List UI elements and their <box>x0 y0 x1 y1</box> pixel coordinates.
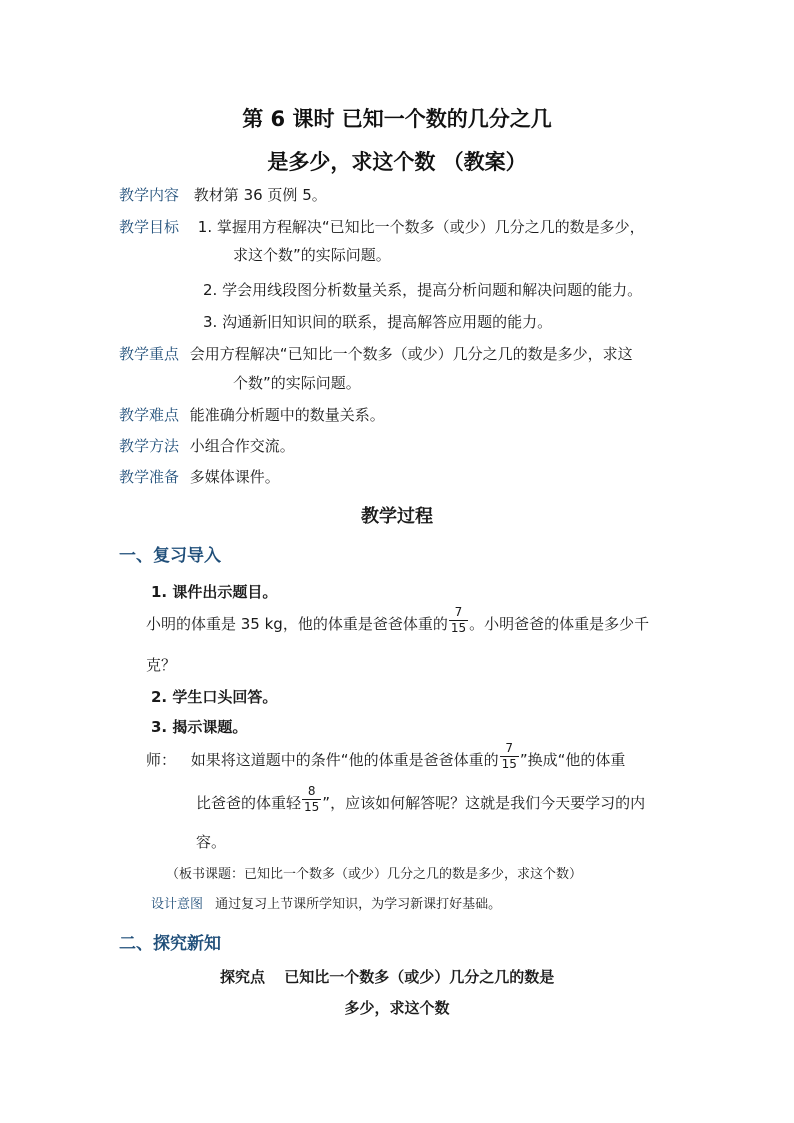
fraction-8-15 <box>302 785 321 814</box>
fraction-7-15 <box>449 606 468 635</box>
fraction-numerator: 8 <box>302 785 321 800</box>
key-line-1: 会用方程解决“已知比一个数多（或少）几分之几的数是多少，求这 <box>189 345 633 363</box>
method-label: 教学方法 <box>119 437 180 455</box>
explore-row <box>220 966 554 987</box>
fraction-denominator: 15 <box>501 757 517 771</box>
key-label: 教学重点 <box>119 345 180 363</box>
design-intent-label: 设计意图 <box>151 897 204 912</box>
explore-line-2: 多少，求这个数 <box>344 999 450 1017</box>
teacher-line-3: 容。 <box>196 833 227 851</box>
step-3: 3. 揭示课题。 <box>151 718 248 736</box>
teacher-text-3: 比爸爸的体重轻 <box>196 794 302 812</box>
method-text: 小组合作交流。 <box>189 437 295 455</box>
fraction-numerator: 7 <box>449 606 468 621</box>
content-text: 教材第 36 页例 5。 <box>193 186 327 204</box>
method-row <box>119 435 295 456</box>
teacher-label: 师： <box>146 751 177 769</box>
page-title-line-2: 是多少，求这个数 （教案） <box>267 150 527 174</box>
key-line-2: 个数”的实际问题。 <box>233 374 361 392</box>
page-title-line-1: 第 6 课时 已知一个数的几分之几 <box>242 107 552 131</box>
fraction-numerator: 7 <box>500 742 519 757</box>
goal-1-line-2: 求这个数”的实际问题。 <box>233 246 391 264</box>
section-1-title: 一、复习导入 <box>119 546 221 566</box>
fraction-denominator: 15 <box>450 621 467 635</box>
teacher-text-4: ”，应该如何解答呢？这就是我们今天要学习的内 <box>322 794 646 812</box>
teacher-line-1 <box>146 741 626 775</box>
section-2-title: 二、探究新知 <box>119 934 221 954</box>
preparation-label: 教学准备 <box>119 468 180 486</box>
preparation-text: 多媒体课件。 <box>189 468 280 486</box>
board-note: （板书课题：已知比一个数多（或少）几分之几的数是多少，求这个数） <box>166 867 583 882</box>
content-label: 教学内容 <box>119 186 180 204</box>
difficulty-label: 教学难点 <box>119 406 180 424</box>
design-intent-text: 通过复习上节课所学知识，为学习新课打好基础。 <box>215 897 502 912</box>
question-line-1 <box>146 605 650 639</box>
explore-label: 探究点 <box>220 968 266 986</box>
fraction-denominator: 15 <box>304 800 320 814</box>
difficulty-text: 能准确分析题中的数量关系。 <box>189 406 385 424</box>
content-row <box>119 184 327 205</box>
goal-3: 3. 沟通新旧知识间的联系，提高解答应用题的能力。 <box>203 313 553 331</box>
question-text-1: 小明的体重是 35 kg，他的体重是爸爸体重的 <box>146 615 448 633</box>
teacher-text-2: ”换成“他的体重 <box>519 751 626 769</box>
step-2: 2. 学生口头回答。 <box>151 688 278 706</box>
goals-row <box>119 216 645 237</box>
teacher-text-1: 如果将这道题中的条件“他的体重是爸爸体重的 <box>190 751 499 769</box>
question-text-2: 。小明爸爸的体重是多少千 <box>469 615 650 633</box>
preparation-row <box>119 466 280 487</box>
question-line-2: 克？ <box>146 656 177 674</box>
goals-label: 教学目标 <box>119 218 180 236</box>
goal-2: 2. 学会用线段图分析数量关系，提高分析问题和解决问题的能力。 <box>203 281 643 299</box>
teacher-line-2 <box>196 784 646 818</box>
step-1: 1. 课件出示题目。 <box>151 583 278 601</box>
difficulty-row <box>119 404 385 425</box>
key-row <box>119 343 633 364</box>
process-heading: 教学过程 <box>361 506 433 527</box>
goal-1-line-1: 1. 掌握用方程解决“已知比一个数多（或少）几分之几的数是多少， <box>197 218 645 236</box>
design-intent-row <box>151 893 501 912</box>
explore-line-1: 已知比一个数多（或少）几分之几的数是 <box>284 968 555 986</box>
fraction-7-15 <box>500 742 519 771</box>
